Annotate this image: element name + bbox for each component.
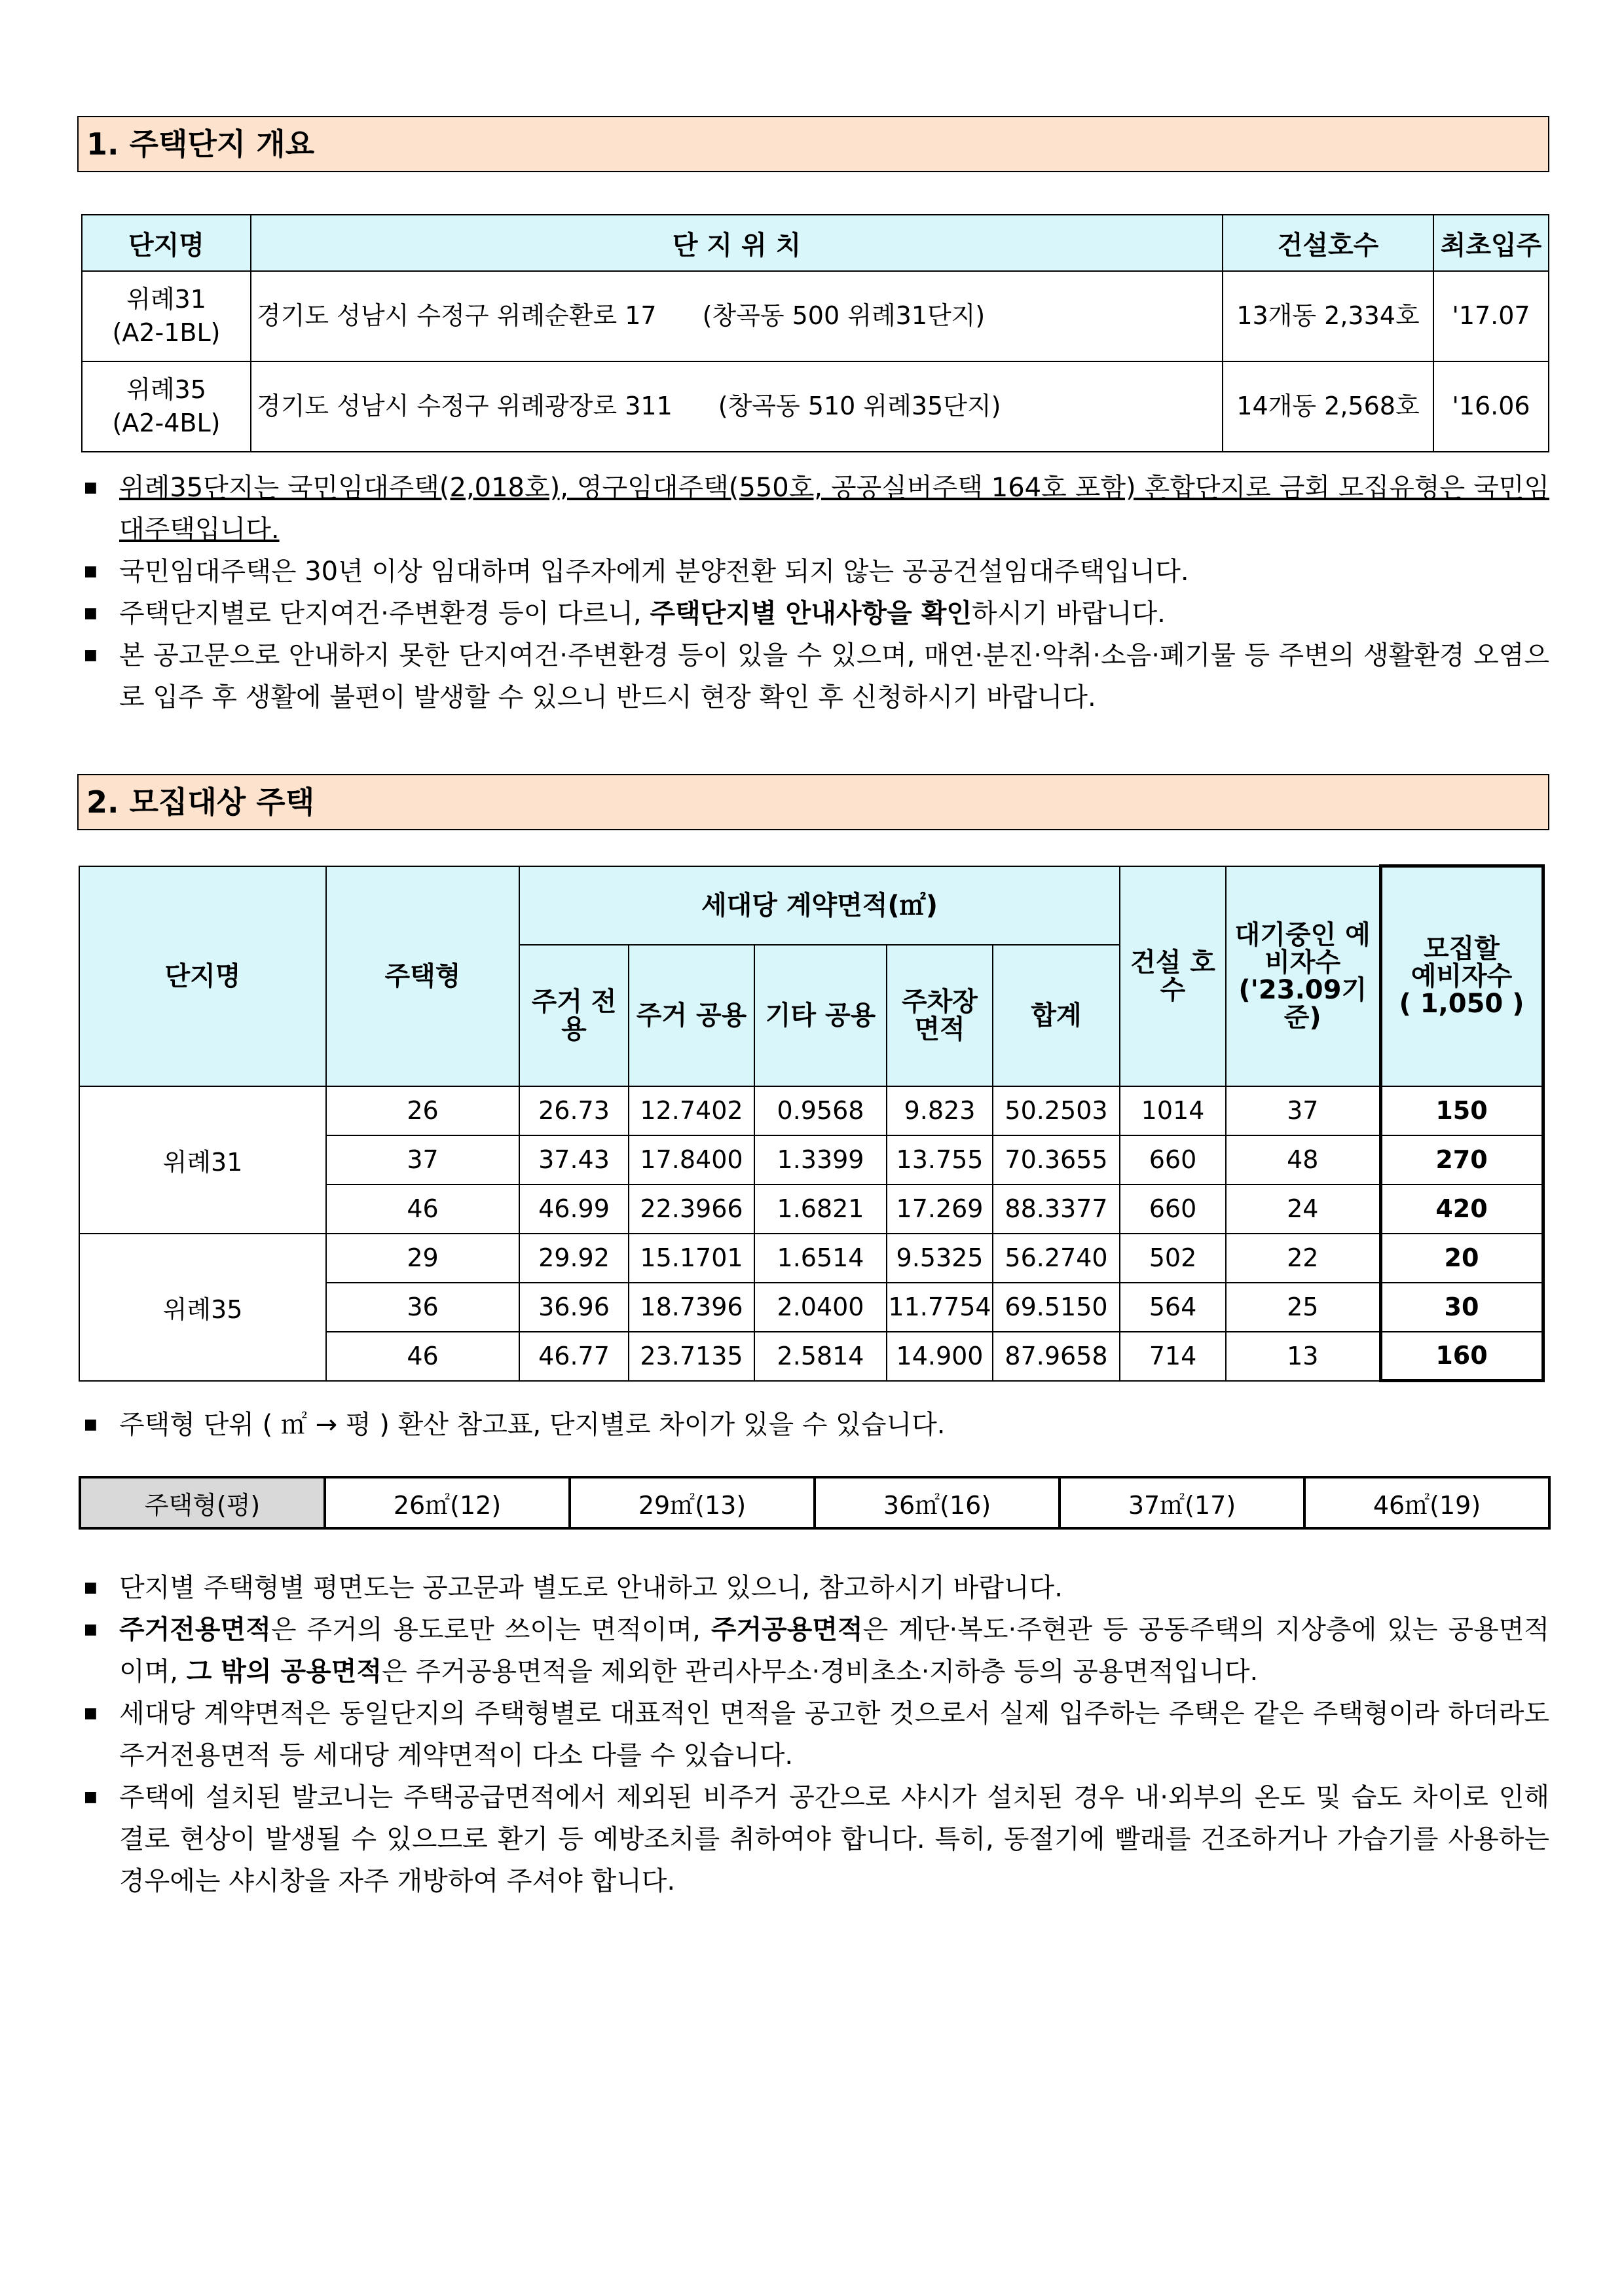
- col-header-area: 세대당 계약면적(㎡): [519, 866, 1120, 945]
- cell: 23.7135: [629, 1332, 754, 1381]
- cell: 1014: [1120, 1086, 1226, 1135]
- recruit-cell: 420: [1380, 1184, 1543, 1234]
- col-header-parking: 주차장 면적: [887, 945, 993, 1086]
- cell: 26: [326, 1086, 519, 1135]
- table-header-row: [82, 215, 1549, 271]
- col-header-type: 주택형: [326, 866, 519, 1086]
- note-emphasis: 주거전용면적: [119, 1615, 271, 1645]
- note-text: 세대당 계약면적은 동일단지의 주택형별로 대표적인 면적을 공고한 것으로서 실제 입주하는 주택은 같은 주택형이라 하더라도 주거전용면적 등 세대당 계약면적이 다소 다를 수 있습니다.: [119, 1698, 1549, 1771]
- address-detail: (창곡동 510 위례35단지): [718, 392, 1001, 421]
- cell: 46: [326, 1184, 519, 1234]
- cell: 9.823: [887, 1086, 993, 1135]
- cell: 25: [1226, 1283, 1380, 1332]
- complex-block: (A2-4BL): [112, 409, 221, 437]
- recruit-cell: 150: [1380, 1086, 1543, 1135]
- units-cell: 14개동 2,568호: [1223, 361, 1433, 452]
- square-bullet-icon: ■: [84, 563, 98, 579]
- square-bullet-icon: ■: [84, 1621, 98, 1638]
- square-bullet-icon: ■: [84, 479, 98, 496]
- list-item: [80, 467, 1549, 551]
- complex-block: (A2-1BL): [112, 318, 221, 347]
- col-header-complex: 단지명: [79, 866, 326, 1086]
- list-item: [80, 1404, 1549, 1446]
- location-cell: [251, 271, 1223, 361]
- list-item: [80, 634, 1549, 718]
- square-bullet-icon: ■: [84, 1789, 98, 1805]
- cell: 1.3399: [754, 1135, 887, 1184]
- square-bullet-icon: ■: [84, 1705, 98, 1721]
- col-header-built: 건설 호수: [1120, 866, 1226, 1086]
- cell: 13: [1226, 1332, 1380, 1381]
- list-item: [80, 593, 1549, 634]
- square-bullet-icon: ■: [84, 647, 98, 663]
- conversion-cell: 26㎡(12): [325, 1477, 570, 1528]
- col-header-other-common: 기타 공용: [754, 945, 887, 1086]
- square-bullet-icon: ■: [84, 1579, 98, 1596]
- recruit-cell: 160: [1380, 1332, 1543, 1381]
- cell: 22: [1226, 1234, 1380, 1283]
- recruitment-housing-table: [79, 864, 1545, 1382]
- col-header-complex: 단지명: [82, 215, 251, 271]
- cell: 9.5325: [887, 1234, 993, 1283]
- note-emphasis: 주택단지별 안내사항을 확인: [650, 598, 972, 629]
- cell: 88.3377: [993, 1184, 1120, 1234]
- note-text: 위례35단지는 국민임대주택(2,018호), 영구임대주택(550호, 공공실버주택 164호 포함) 혼합단지로 금회 모집유형은 국민임대주택입니다.: [119, 473, 1549, 545]
- cell: 660: [1120, 1135, 1226, 1184]
- table-row: [82, 361, 1549, 452]
- cell: 714: [1120, 1332, 1226, 1381]
- address-detail: (창곡동 500 위례31단지): [702, 301, 986, 331]
- complex-name-cell: [82, 361, 251, 452]
- complex-name-cell: 위례31: [79, 1086, 326, 1234]
- list-item: [80, 1776, 1549, 1902]
- note-emphasis: 주거공용면적: [710, 1615, 863, 1645]
- first-move-in-cell: '16.06: [1433, 361, 1549, 452]
- table-header-row: [79, 866, 1543, 945]
- complex-name: 위례35: [126, 375, 206, 404]
- cell: 660: [1120, 1184, 1226, 1234]
- col-header-total: 합계: [993, 945, 1120, 1086]
- section-2-notes: [80, 1567, 1549, 1902]
- cell: 87.9658: [993, 1332, 1120, 1381]
- cell: 56.2740: [993, 1234, 1120, 1283]
- conversion-cell: 36㎡(16): [815, 1477, 1060, 1528]
- cell: 12.7402: [629, 1086, 754, 1135]
- cell: 37.43: [519, 1135, 629, 1184]
- note-text: 본 공고문으로 안내하지 못한 단지여건·주변환경 등이 있을 수 있으며, 매연·분진·악취·소음·폐기물 등 주변의 생활환경 오염으로 입주 후 생활에 불편이 발생할 수 있으니 반드시 현장 확인 후 신청하시기 바랍니다.: [119, 640, 1549, 712]
- cell: 46.77: [519, 1332, 629, 1381]
- note-text: 은 계단·복도·주현관 등 공동주택의 지상층에 있는 공용면적이며,: [119, 1615, 1550, 1687]
- note-text: 하시기 바랍니다.: [971, 598, 1166, 629]
- address: 경기도 성남시 수정구 위례순환로 17: [257, 301, 657, 331]
- cell: 1.6821: [754, 1184, 887, 1234]
- cell: 36.96: [519, 1283, 629, 1332]
- list-item: [80, 551, 1549, 593]
- cell: 15.1701: [629, 1234, 754, 1283]
- cell: 37: [326, 1135, 519, 1184]
- note-text: 단지별 주택형별 평면도는 공고문과 별도로 안내하고 있으니, 참고하시기 바랍니다.: [119, 1573, 1063, 1603]
- cell: 29: [326, 1234, 519, 1283]
- cell: 18.7396: [629, 1283, 754, 1332]
- table-row: [79, 1234, 1543, 1283]
- cell: 50.2503: [993, 1086, 1120, 1135]
- conversion-header: 주택형(평): [80, 1477, 325, 1528]
- conversion-cell: 37㎡(17): [1060, 1477, 1304, 1528]
- cell: 564: [1120, 1283, 1226, 1332]
- cell: 2.5814: [754, 1332, 887, 1381]
- col-header-units: 건설호수: [1223, 215, 1433, 271]
- note-text: 주택단지별로 단지여건·주변환경 등이 다르니,: [119, 598, 650, 629]
- complex-name-cell: 위례35: [79, 1234, 326, 1381]
- conversion-cell: 46㎡(19): [1304, 1477, 1549, 1528]
- complex-overview-table: [81, 214, 1549, 452]
- cell: 70.3655: [993, 1135, 1120, 1184]
- complex-name: 위례31: [126, 284, 206, 314]
- section-1-notes: [80, 467, 1549, 718]
- cell: 13.755: [887, 1135, 993, 1184]
- cell: 69.5150: [993, 1283, 1120, 1332]
- list-item: [80, 1693, 1549, 1776]
- cell: 14.900: [887, 1332, 993, 1381]
- note-emphasis: 그 밖의 공용면적: [186, 1657, 382, 1687]
- recruit-label-2: 예비자수: [1411, 961, 1513, 992]
- conversion-note: [80, 1404, 1549, 1446]
- first-move-in-cell: '17.07: [1433, 271, 1549, 361]
- col-header-res-common: 주거 공용: [629, 945, 754, 1086]
- cell: 46: [326, 1332, 519, 1381]
- recruit-label-1: 모집할: [1424, 934, 1500, 964]
- section-1-title: 1. 주택단지 개요: [77, 116, 1549, 172]
- cell: 46.99: [519, 1184, 629, 1234]
- col-header-res-excl: 주거 전용: [519, 945, 629, 1086]
- note-text: 은 주거공용면적을 제외한 관리사무소·경비초소·지하층 등의 공용면적입니다.: [382, 1657, 1259, 1687]
- cell: 1.6514: [754, 1234, 887, 1283]
- cell: 26.73: [519, 1086, 629, 1135]
- square-bullet-icon: ■: [84, 605, 98, 621]
- cell: 37: [1226, 1086, 1380, 1135]
- cell: 2.0400: [754, 1283, 887, 1332]
- cell: 502: [1120, 1234, 1226, 1283]
- col-header-recruit: [1380, 866, 1543, 1086]
- cell: 48: [1226, 1135, 1380, 1184]
- cell: 29.92: [519, 1234, 629, 1283]
- location-cell: [251, 361, 1223, 452]
- cell: 22.3966: [629, 1184, 754, 1234]
- cell: 17.269: [887, 1184, 993, 1234]
- note-text: 은 주거의 용도로만 쓰이는 면적이며,: [270, 1615, 711, 1645]
- note-text: 국민임대주택은 30년 이상 임대하며 입주자에게 분양전환 되지 않는 공공건설임대주택입니다.: [119, 557, 1189, 587]
- note-text: 주택에 설치된 발코니는 주택공급면적에서 제외된 비주거 공간으로 샤시가 설치된 경우 내·외부의 온도 및 습도 차이로 인해 결로 현상이 발생될 수 있으므로 환기 등 예방조치를 취하여야 합니다. 특히, 동절기에 빨래를 건조하거나 가습기를 사용하는 경우에는 샤시창을 자주 개방하여 주셔야 합니다.: [119, 1782, 1549, 1896]
- cell: 11.7754: [887, 1283, 993, 1332]
- recruit-cell: 270: [1380, 1135, 1543, 1184]
- list-item: [80, 1567, 1549, 1609]
- cell: 0.9568: [754, 1086, 887, 1135]
- recruit-total: ( 1,050 ): [1399, 989, 1524, 1019]
- cell: 17.8400: [629, 1135, 754, 1184]
- col-header-first-move-in: 최초입주: [1433, 215, 1549, 271]
- recruit-cell: 30: [1380, 1283, 1543, 1332]
- table-row: [80, 1477, 1549, 1528]
- cell: 24: [1226, 1184, 1380, 1234]
- cell: 36: [326, 1283, 519, 1332]
- table-row: [82, 271, 1549, 361]
- table-row: [79, 1086, 1543, 1135]
- units-cell: 13개동 2,334호: [1223, 271, 1433, 361]
- col-header-waiting: 대기중인 예비자수 ('23.09기준): [1226, 866, 1380, 1086]
- square-bullet-icon: ■: [84, 1416, 98, 1433]
- note-text: 주택형 단위 ( ㎡ → 평 ) 환산 참고표, 단지별로 차이가 있을 수 있습니다.: [119, 1410, 946, 1440]
- list-item: [80, 1609, 1549, 1693]
- col-header-location: 단 지 위 치: [251, 215, 1223, 271]
- complex-name-cell: [82, 271, 251, 361]
- address: 경기도 성남시 수정구 위례광장로 311: [257, 392, 673, 421]
- conversion-cell: 29㎡(13): [570, 1477, 815, 1528]
- recruit-cell: 20: [1380, 1234, 1543, 1283]
- conversion-table: [79, 1476, 1551, 1530]
- section-2-title: 2. 모집대상 주택: [77, 774, 1549, 830]
